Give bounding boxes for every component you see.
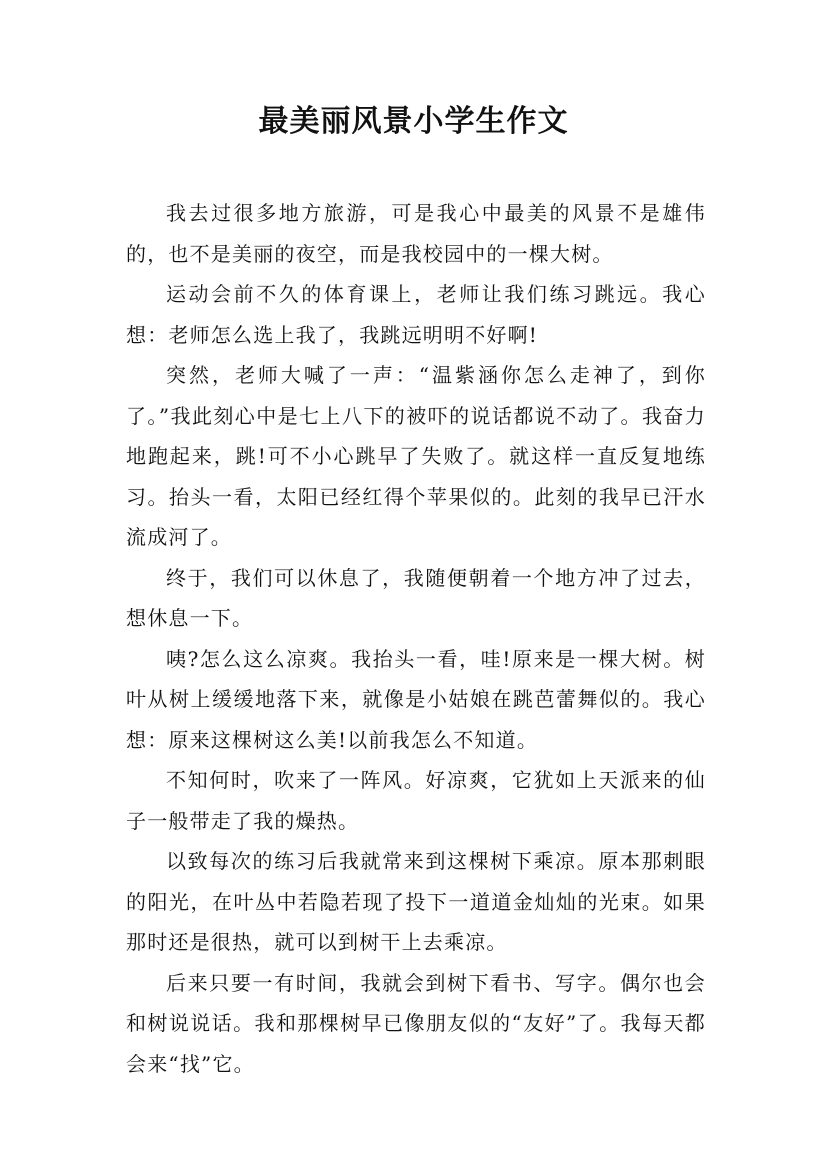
paragraph-3: 突然，老师大喊了一声：“温紫涵你怎么走神了，到你了。”我此刻心中是七上八下的被吓的说话都说不动了。我奋力地跑起来，跳!可不小心跳早了失败了。就这样一直反复地练习。抬头一看，太阳已经红得个苹果似的。此刻的我早已汗水流成河了。 bbox=[126, 363, 706, 549]
essay-body bbox=[126, 193, 706, 1084]
paragraph-7: 以致每次的练习后我就常来到这棵树下乘凉。原本那刺眼的阳光，在叶丛中若隐若现了投下一道道金灿灿的光束。如果那时还是很热，就可以到树干上去乘凉。 bbox=[126, 849, 706, 954]
paragraph-5: 咦?怎么这么凉爽。我抬头一看，哇!原来是一棵大树。树叶从树上缓缓地落下来，就像是小姑娘在跳芭蕾舞似的。我心想：原来这棵树这么美!以前我怎么不知道。 bbox=[126, 646, 706, 752]
paragraph-6: 不知何时，吹来了一阵风。好凉爽，它犹如上天派来的仙子一般带走了我的燥热。 bbox=[126, 768, 706, 833]
paragraph-2: 运动会前不久的体育课上，老师让我们练习跳远。我心想：老师怎么选上我了，我跳远明明不好啊! bbox=[126, 282, 706, 347]
paragraph-8: 后来只要一有时间，我就会到树下看书、写字。偶尔也会和树说说话。我和那棵树早已像朋友似的“友好”了。我每天都会来“找”它。 bbox=[126, 970, 706, 1076]
paragraph-1: 我去过很多地方旅游，可是我心中最美的风景不是雄伟的，也不是美丽的夜空，而是我校园中的一棵大树。 bbox=[126, 201, 706, 266]
document-title: 最美丽风景小学生作文 bbox=[258, 104, 569, 139]
paragraph-4: 终于，我们可以休息了，我随便朝着一个地方冲了过去，想休息一下。 bbox=[126, 565, 706, 630]
